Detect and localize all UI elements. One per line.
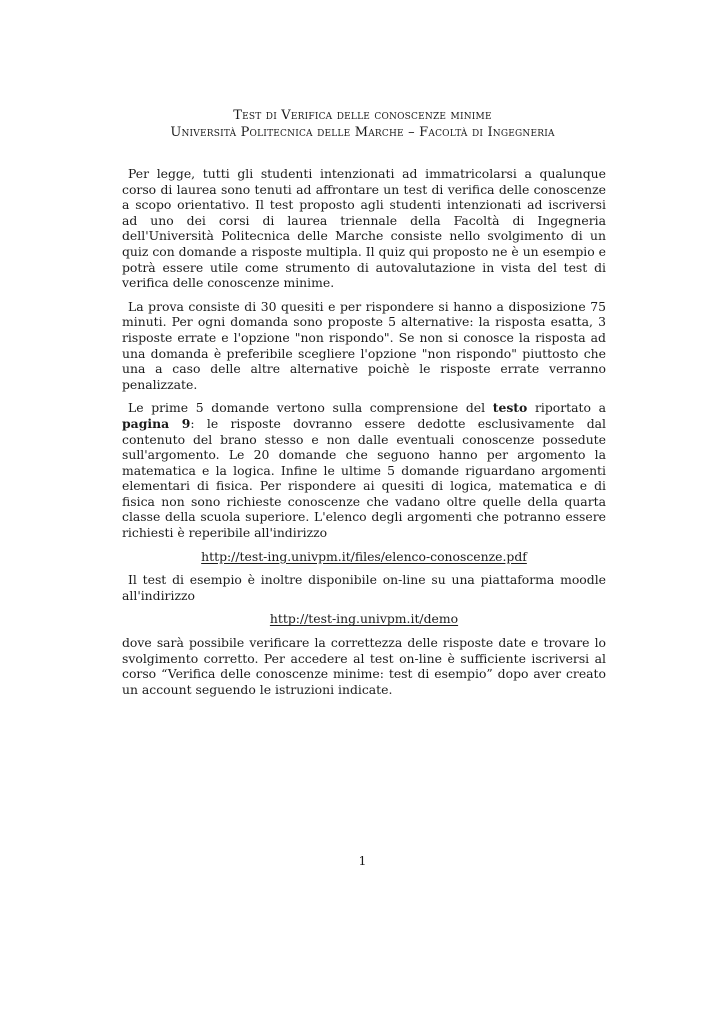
paragraph-content-part: : le risposte dovranno essere dedotte esclusivamente dal contenuto del brano stesso e non dalle eventuali conoscenze possedute sull'argomento. Le 20 domande che seguono hanno per argomento la matematica e la logica. Infine le ultime 5 domande riguardano argomenti elementari di fisica. Per rispondere ai quesiti di logica, matematica e di fisica non sono richieste conoscenze che vadano oltre quelle della quarta classe della scuola superiore. L'elenco degli argomenti che potranno essere richiesti è reperibile all'indirizzo	[122, 415, 606, 541]
bold-pagina: pagina 9	[122, 415, 191, 431]
document-body	[122, 166, 606, 705]
document-title: Test di Verifica delle conoscenze minime	[233, 108, 492, 123]
bold-testo: testo	[492, 400, 528, 416]
document-subtitle: Università Politecnica delle Marche – Facoltà di Ingegneria	[170, 125, 555, 140]
page-number: 1	[358, 853, 367, 868]
paragraph-online: Il test di esempio è inoltre disponibile on-line su una piattaforma moodle all'indirizzo	[122, 572, 606, 603]
paragraph-rules: La prova consiste di 30 quesiti e per rispondere si hanno a disposizione 75 minuti. Per ogni domanda sono proposte 5 alternative: la risposta esatta, 3 risposte errate e l'opzione "non rispondo". Se non si conosce la risposta ad una domanda è preferibile scegliere l'opzione "non rispondo" piuttosto che una a caso delle altre alternative poichè le risposte errate verranno penalizzate.	[122, 298, 606, 392]
paragraph-intro: Per legge, tutti gli studenti intenzionati ad immatricolarsi a qualunque corso di laurea sono tenuti ad affrontare un test di verifica delle conoscenze a scopo orientativo. Il test proposto agli studenti intenzionati ad iscriversi ad uno dei corsi di laurea triennale della Facoltà di Ingegneria dell'Università Politecnica delle Marche consiste nello svolgimento di un quiz con domande a risposte multipla. Il quiz qui proposto ne è un esempio e potrà essere utile come strumento di autovalutazione in vista del test di verifica delle conoscenze minime.	[122, 166, 606, 291]
link-demo[interactable]: http://test-ing.univpm.it/demo	[269, 611, 459, 627]
paragraph-content-part: Le prime 5 domande vertono sulla comprensione del	[128, 400, 493, 416]
paragraph-content	[122, 400, 606, 540]
paragraph-content-part: riportato a	[527, 400, 606, 416]
url-line-1	[122, 549, 606, 565]
link-elenco-conoscenze[interactable]: http://test-ing.univpm.it/files/elenco-conoscenze.pdf	[201, 548, 527, 564]
url-line-2	[122, 611, 606, 627]
paragraph-instructions: dove sarà possibile verificare la correttezza delle risposte date e trovare lo svolgimento corretto. Per accedere al test on-line è sufficiente iscriversi al corso “Verifica delle conoscenze minime: test di esempio” dopo aver creato un account seguendo le istruzioni indicate.	[122, 635, 606, 697]
